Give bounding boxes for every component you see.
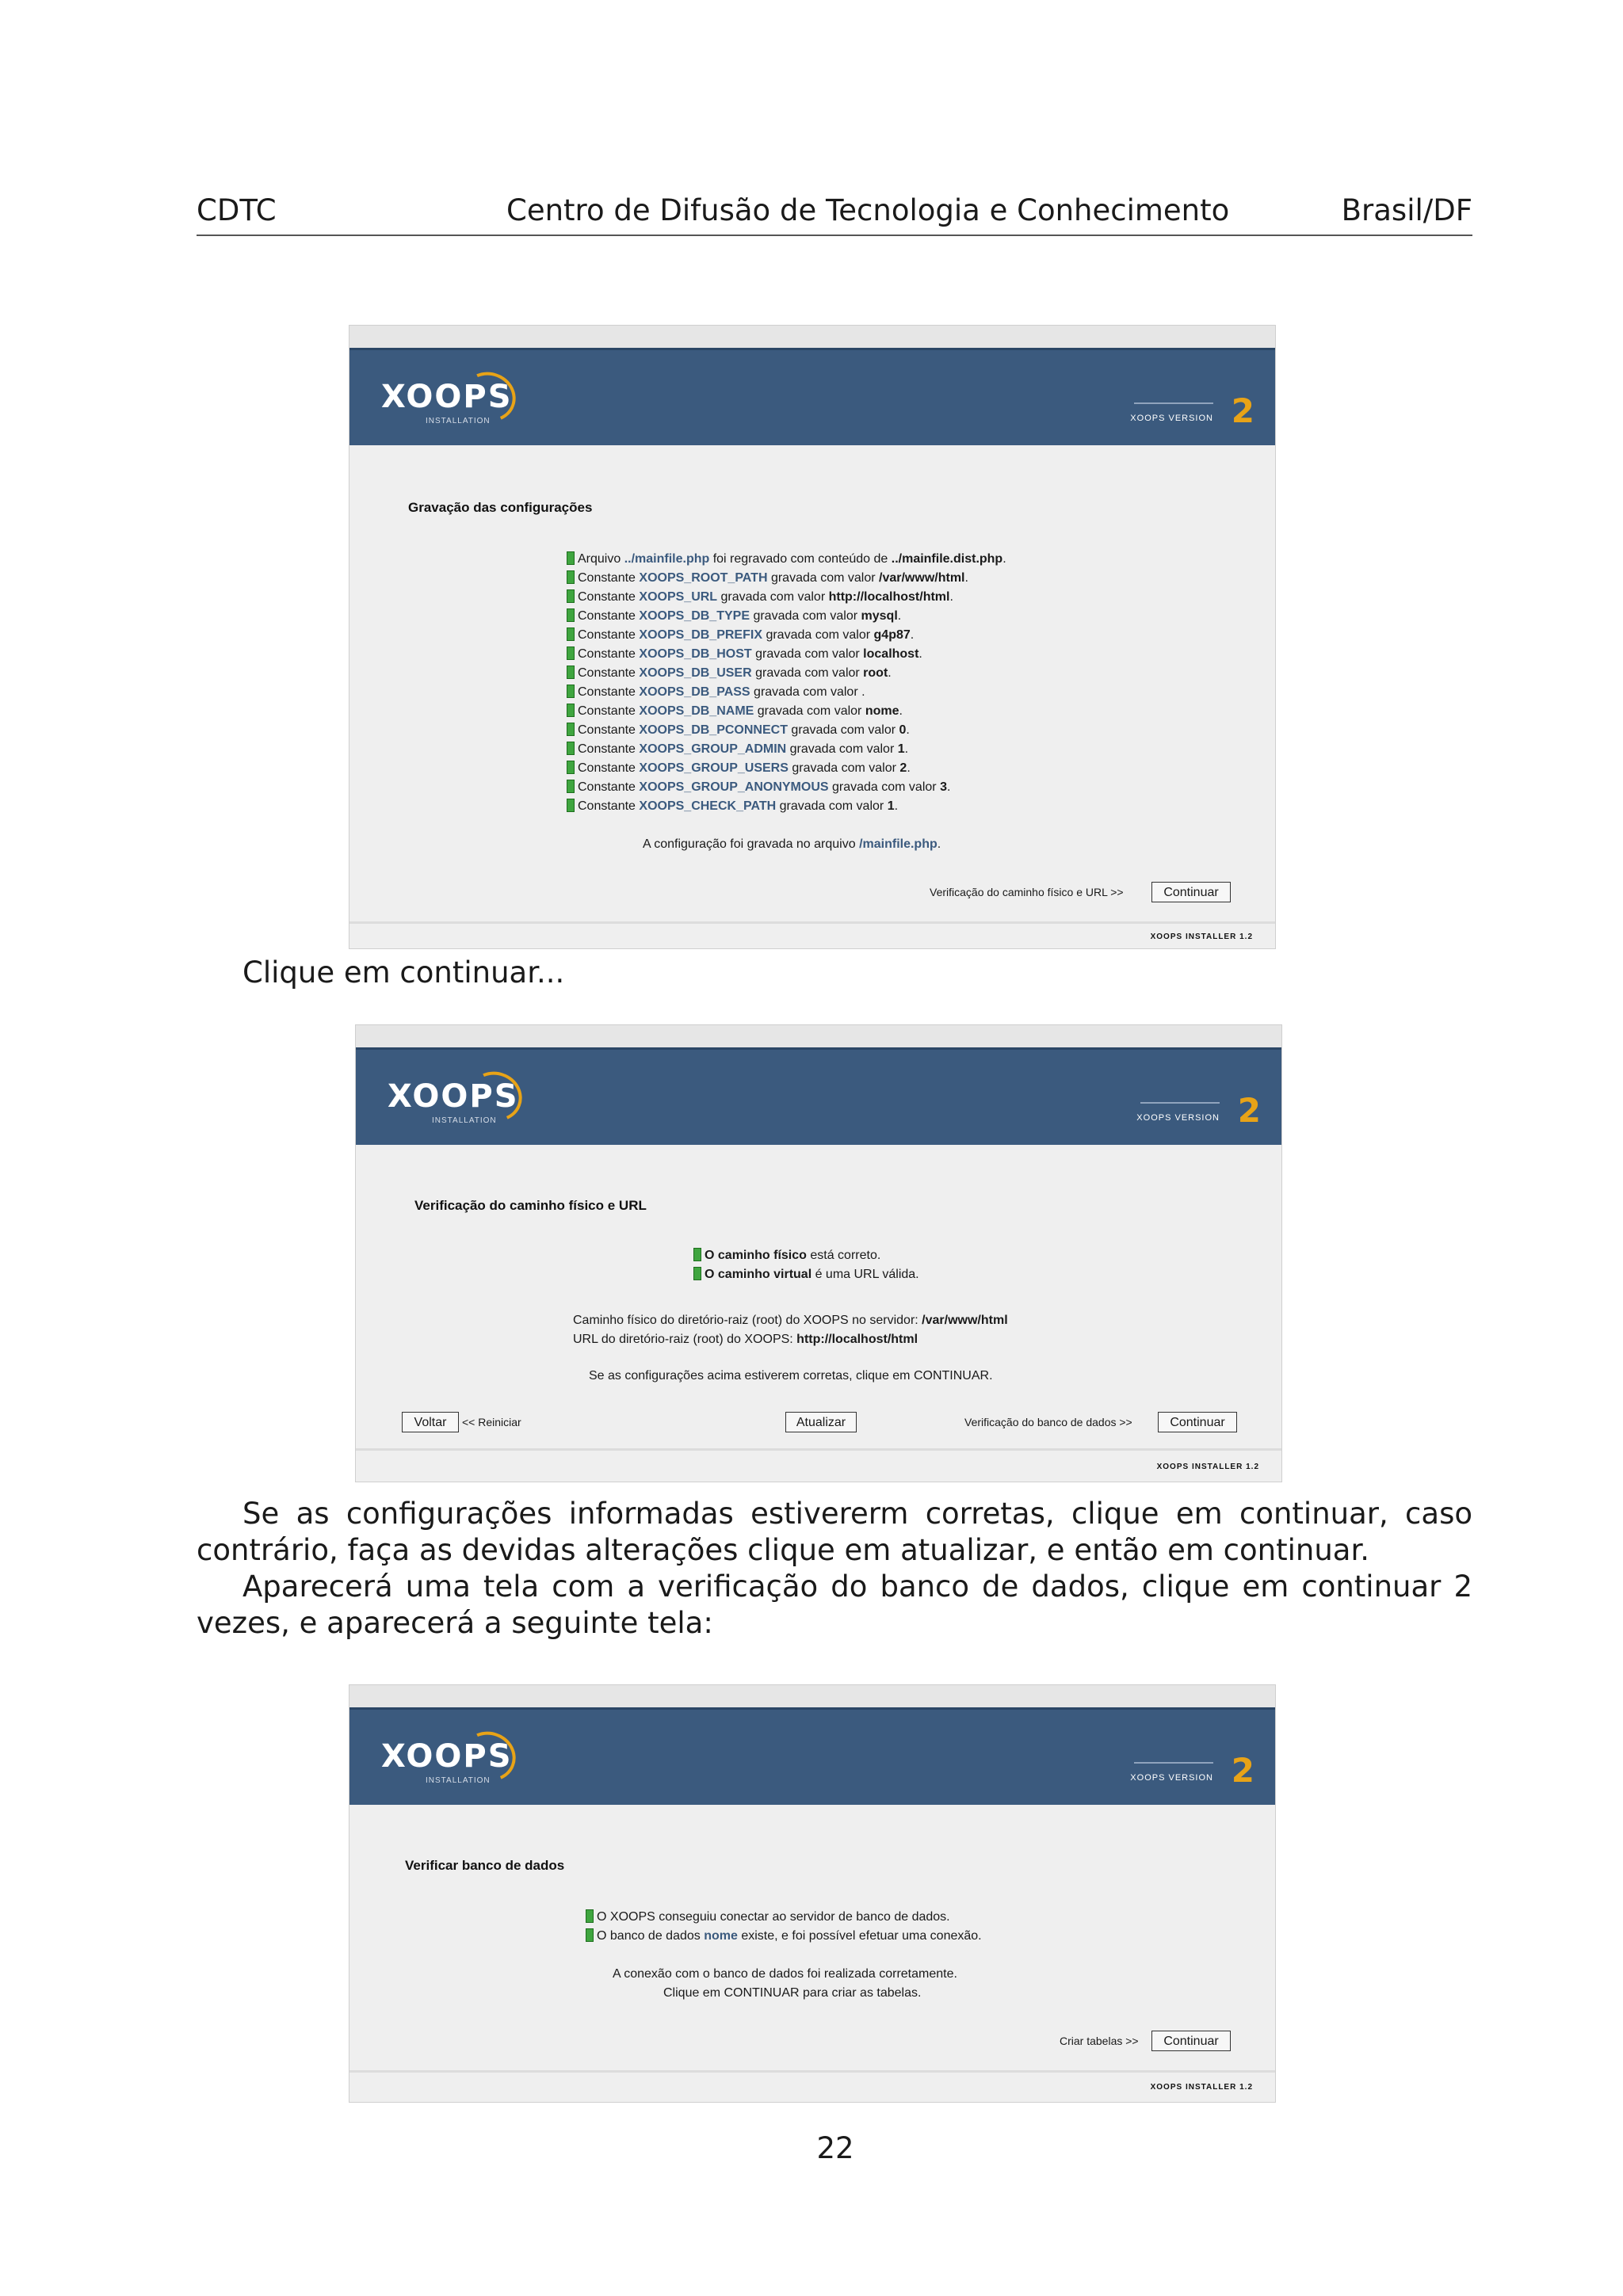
check-icon	[693, 1248, 701, 1261]
check-icon	[567, 551, 575, 565]
check-icon	[567, 685, 575, 698]
constant-line: Constante XOOPS_GROUP_ANONYMOUS gravada com valor 3.	[567, 779, 950, 796]
paragraph-database: Aparecerá uma tela com a verificação do banco de dados, clique em continuar 2 vezes, e aparecerá a seguinte tela:	[197, 1569, 1472, 1640]
screenshot-path-check	[355, 1024, 1282, 1482]
check-icon	[567, 570, 575, 584]
footer-divider	[356, 1448, 1281, 1451]
check-icon	[567, 646, 575, 660]
version-label: XOOPS VERSION	[1130, 414, 1213, 423]
constant-line: Constante XOOPS_DB_TYPE gravada com valor mysql.	[567, 608, 901, 625]
top-strip	[349, 1685, 1275, 1707]
installer-banner	[349, 1707, 1275, 1805]
check-icon	[567, 761, 575, 774]
page-header	[197, 193, 1472, 236]
version-divider	[1134, 402, 1213, 404]
screenshot-database-check	[349, 1684, 1276, 2103]
constant-line: Constante XOOPS_DB_NAME gravada com valor nome.	[567, 703, 903, 720]
next-step-label: Verificação do banco de dados >>	[964, 1416, 1132, 1428]
logo-subtitle: INSTALLATION	[432, 1116, 497, 1125]
check-icon	[567, 666, 575, 679]
footer-divider	[349, 921, 1275, 924]
root-path-line: Caminho físico do diretório-raiz (root) do XOOPS no servidor: /var/www/html	[573, 1314, 1008, 1327]
db-summary-1: A conexão com o banco de dados foi realizada corretamente.	[613, 1967, 957, 1981]
constant-line: Constante XOOPS_DB_USER gravada com valor root.	[567, 665, 892, 682]
next-step-label: Criar tabelas >>	[1060, 2035, 1139, 2047]
check-icon	[567, 608, 575, 622]
check-icon	[693, 1267, 701, 1280]
top-strip	[349, 326, 1275, 348]
constant-line: Constante XOOPS_CHECK_PATH gravada com valor 1.	[567, 798, 898, 815]
check-icon	[567, 799, 575, 812]
db-summary-2: Clique em CONTINUAR para criar as tabelas.	[663, 1986, 922, 2000]
check-icon	[567, 780, 575, 793]
screen-title: Verificação do caminho físico e URL	[414, 1198, 647, 1213]
back-button[interactable]: Voltar	[402, 1412, 459, 1432]
constant-line: Constante XOOPS_GROUP_ADMIN gravada com valor 1.	[567, 741, 908, 758]
footer-divider	[349, 2070, 1275, 2073]
next-step-label: Verificação do caminho físico e URL >>	[930, 886, 1124, 898]
constant-line: Constante XOOPS_DB_PASS gravada com valor .	[567, 684, 865, 701]
check-icon	[567, 627, 575, 641]
config-summary: A configuração foi gravada no arquivo /mainfile.php.	[643, 837, 941, 851]
installer-footer: XOOPS INSTALLER 1.2	[1156, 1463, 1259, 1471]
check-icon	[567, 723, 575, 736]
screen-title: Verificar banco de dados	[405, 1858, 565, 1873]
version-label: XOOPS VERSION	[1130, 1773, 1213, 1783]
page-number: 22	[816, 2131, 854, 2165]
check-icon	[567, 742, 575, 755]
installer-banner	[349, 348, 1275, 445]
header-right: Brasil/DF	[1341, 193, 1472, 227]
paragraph-configuration: Se as configurações informadas estivererm corretas, clique em continuar, caso contrário, faça as devidas alterações clique em atualizar, e então em continuar.	[197, 1497, 1472, 1567]
xoops-logo: XOOPS	[381, 1738, 513, 1775]
constant-line: Constante XOOPS_URL gravada com valor http://localhost/html.	[567, 589, 953, 606]
check-icon	[586, 1928, 594, 1942]
version-label: XOOPS VERSION	[1136, 1113, 1220, 1123]
check-virtual-path: O caminho virtual é uma URL válida.	[693, 1266, 919, 1283]
constant-line: Constante XOOPS_DB_PCONNECT gravada com valor 0.	[567, 722, 910, 739]
installer-footer: XOOPS INSTALLER 1.2	[1150, 2083, 1253, 2092]
version-number: 2	[1231, 1751, 1254, 1790]
constant-line: Constante XOOPS_DB_HOST gravada com valor localhost.	[567, 646, 922, 663]
installer-footer: XOOPS INSTALLER 1.2	[1150, 933, 1253, 941]
check-physical-path: O caminho físico está correto.	[693, 1247, 880, 1264]
constant-line: Constante XOOPS_ROOT_PATH gravada com valor /var/www/html.	[567, 570, 968, 587]
screenshot-config-saved	[349, 325, 1276, 949]
screen-title: Gravação das configurações	[408, 500, 593, 515]
restart-link[interactable]: << Reiniciar	[462, 1416, 521, 1428]
version-divider	[1134, 1762, 1213, 1764]
continue-button[interactable]: Continuar	[1151, 882, 1231, 902]
version-number: 2	[1231, 391, 1254, 430]
refresh-button[interactable]: Atualizar	[785, 1412, 857, 1432]
db-exists-check: O banco de dados nome existe, e foi possível efetuar uma conexão.	[586, 1928, 982, 1945]
instruction-text: Se as configurações acima estiverem corretas, clique em CONTINUAR.	[589, 1369, 993, 1383]
constant-line: Constante XOOPS_DB_PREFIX gravada com valor g4p87.	[567, 627, 914, 644]
installer-banner	[356, 1047, 1281, 1145]
constant-line: Constante XOOPS_GROUP_USERS gravada com valor 2.	[567, 760, 911, 777]
continue-button[interactable]: Continuar	[1158, 1412, 1237, 1432]
db-server-check: O XOOPS conseguiu conectar ao servidor de banco de dados.	[586, 1909, 950, 1926]
version-divider	[1140, 1102, 1220, 1104]
check-icon	[567, 589, 575, 603]
root-url-line: URL do diretório-raiz (root) do XOOPS: http://localhost/html	[573, 1333, 918, 1346]
continue-button[interactable]: Continuar	[1151, 2031, 1231, 2051]
check-icon	[567, 704, 575, 717]
xoops-logo: XOOPS	[388, 1078, 519, 1115]
header-left: CDTC	[197, 193, 277, 227]
file-line: Arquivo ../mainfile.php foi regravado com conteúdo de ../mainfile.dist.php.	[567, 551, 1006, 568]
version-number: 2	[1237, 1091, 1261, 1130]
logo-subtitle: INSTALLATION	[426, 1776, 491, 1785]
caption-continue: Clique em continuar...	[242, 955, 565, 990]
check-icon	[586, 1909, 594, 1923]
xoops-logo: XOOPS	[381, 379, 513, 415]
logo-subtitle: INSTALLATION	[426, 417, 491, 425]
header-center: Centro de Difusão de Tecnologia e Conhecimento	[506, 193, 1230, 227]
top-strip	[356, 1025, 1281, 1047]
